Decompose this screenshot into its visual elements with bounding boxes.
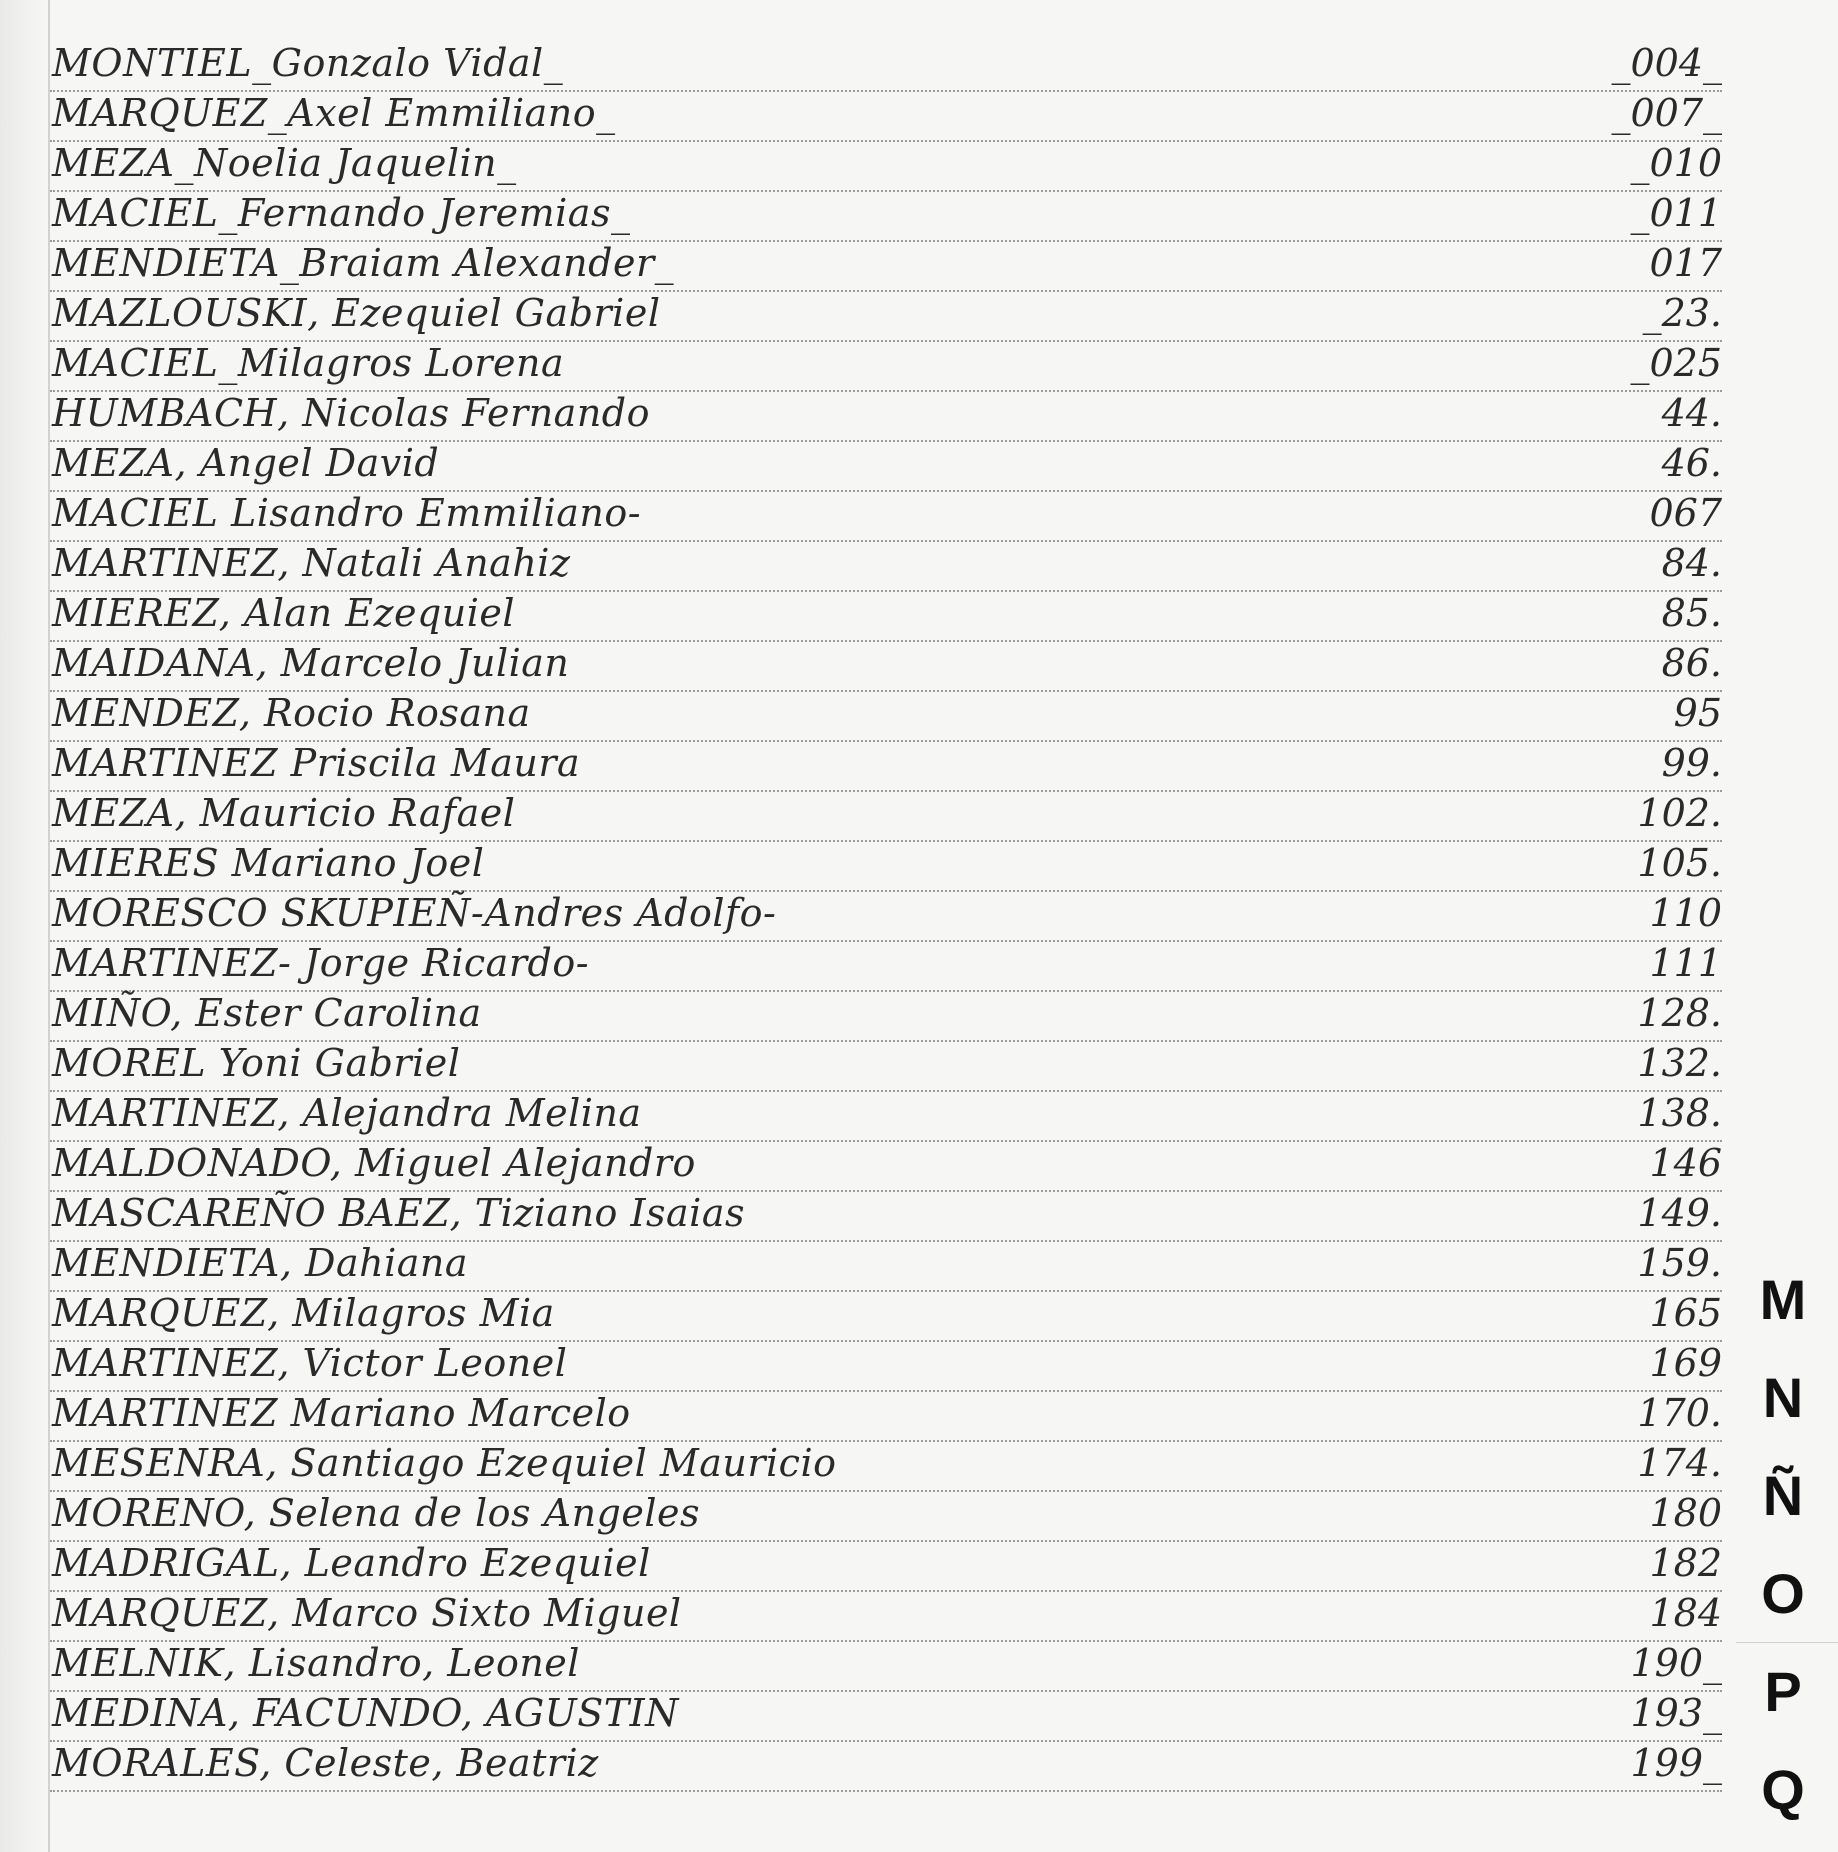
entry-name: MORALES, Celeste, Beatriz <box>52 1741 599 1785</box>
index-tab-m[interactable] <box>1728 1250 1838 1348</box>
list-item <box>50 342 1722 392</box>
entry-name: MESENRA, Santiago Ezequiel Mauricio <box>52 1441 837 1485</box>
entry-number: 95 <box>1673 691 1722 735</box>
entry-number: 149. <box>1637 1191 1722 1235</box>
entry-number: 85. <box>1661 591 1722 635</box>
entry-number: 017 <box>1649 241 1722 285</box>
alphabet-index <box>1728 1250 1838 1838</box>
entry-name: MARQUEZ_Axel Emmiliano_ <box>52 91 616 135</box>
entry-number: 111 <box>1649 941 1722 985</box>
entry-name: MEZA_Noelia Jaquelin_ <box>52 141 517 185</box>
entry-name: MARTINEZ, Natali Anahiz <box>52 541 571 585</box>
list-item <box>50 1292 1722 1342</box>
entry-name: MONTIEL_Gonzalo Vidal_ <box>52 41 564 85</box>
entry-name: MENDIETA, Dahiana <box>52 1241 469 1285</box>
entry-number: 184 <box>1649 1591 1722 1635</box>
entry-name: MAZLOUSKI, Ezequiel Gabriel <box>52 291 661 335</box>
entry-number: 99. <box>1661 741 1722 785</box>
entry-name: MARTINEZ- Jorge Ricardo- <box>52 941 590 985</box>
entry-number: 132. <box>1637 1041 1722 1085</box>
entry-name: MOREL Yoni Gabriel <box>52 1041 461 1085</box>
tab-divider <box>1736 1642 1838 1643</box>
list-item <box>50 1242 1722 1292</box>
list-item <box>50 1192 1722 1242</box>
list-item <box>50 1542 1722 1592</box>
entry-number: 46. <box>1661 441 1722 485</box>
entry-number: _025 <box>1630 341 1722 385</box>
list-item <box>50 1492 1722 1542</box>
list-item <box>50 1642 1722 1692</box>
list-item <box>50 642 1722 692</box>
entry-name: MELNIK, Lisandro, Leonel <box>52 1641 580 1685</box>
entry-name: MARTINEZ Priscila Maura <box>52 741 581 785</box>
entry-name: HUMBACH, Nicolas Fernando <box>52 391 651 435</box>
entry-number: 174. <box>1637 1441 1722 1485</box>
list-item <box>50 92 1722 142</box>
entry-name: MORESCO SKUPIEÑ-Andres Adolfo- <box>52 891 777 935</box>
index-tab-label: Q <box>1761 1757 1805 1821</box>
entry-number: 146 <box>1649 1141 1722 1185</box>
entry-number: 180 <box>1649 1491 1722 1535</box>
entry-number: _004_ <box>1611 41 1722 85</box>
entry-number: 067 <box>1649 491 1722 535</box>
entry-number: 84. <box>1661 541 1722 585</box>
entry-name: MENDIETA_Braiam Alexander_ <box>52 241 675 285</box>
entry-name: MADRIGAL, Leandro Ezequiel <box>52 1541 651 1585</box>
entry-number: _23. <box>1642 291 1722 335</box>
entry-number: _010 <box>1630 141 1722 185</box>
list-item <box>50 192 1722 242</box>
list-item <box>50 1092 1722 1142</box>
entry-number: 190_ <box>1630 1641 1722 1685</box>
entry-name: MACIEL_Fernando Jeremias_ <box>52 191 631 235</box>
list-item <box>50 892 1722 942</box>
page-left-edge <box>0 0 48 1852</box>
index-tab-label: O <box>1761 1561 1805 1625</box>
list-item <box>50 142 1722 192</box>
list-item <box>50 792 1722 842</box>
entry-number: 199_ <box>1630 1741 1722 1785</box>
entry-name: MACIEL Lisandro Emmiliano- <box>52 491 642 535</box>
entry-number: 182 <box>1649 1541 1722 1585</box>
list-item <box>50 1042 1722 1092</box>
entry-number: 159. <box>1637 1241 1722 1285</box>
entry-number: 165 <box>1649 1291 1722 1335</box>
entry-number: 170. <box>1637 1391 1722 1435</box>
list-item <box>50 392 1722 442</box>
entry-number: 86. <box>1661 641 1722 685</box>
list-item <box>50 1692 1722 1742</box>
index-tab-label: Ñ <box>1762 1463 1804 1527</box>
list-item <box>50 542 1722 592</box>
entry-name: MORENO, Selena de los Angeles <box>52 1491 700 1535</box>
entry-name: MEDINA, FACUNDO, AGUSTIN <box>52 1691 679 1735</box>
list-item <box>50 292 1722 342</box>
index-tab-label: M <box>1759 1267 1807 1331</box>
entry-name: MENDEZ, Rocio Rosana <box>52 691 531 735</box>
list-item <box>50 942 1722 992</box>
entry-name: MIEREZ, Alan Ezequiel <box>52 591 516 635</box>
index-tab-n[interactable] <box>1728 1348 1838 1446</box>
entry-number: 102. <box>1637 791 1722 835</box>
entry-name: MEZA, Mauricio Rafael <box>52 791 516 835</box>
list-item <box>50 592 1722 642</box>
entry-name: MARQUEZ, Milagros Mia <box>52 1291 555 1335</box>
entry-number: 169 <box>1649 1341 1722 1385</box>
list-item <box>50 992 1722 1042</box>
entry-number: _007_ <box>1611 91 1722 135</box>
list-item <box>50 692 1722 742</box>
index-tab-enie[interactable] <box>1728 1446 1838 1544</box>
entry-number: _011 <box>1630 191 1722 235</box>
index-tab-label: P <box>1764 1659 1802 1723</box>
list-item <box>50 442 1722 492</box>
list-item <box>50 1442 1722 1492</box>
entry-list <box>50 0 1722 1852</box>
entry-name: MAIDANA, Marcelo Julian <box>52 641 570 685</box>
list-item <box>50 1342 1722 1392</box>
list-item <box>50 842 1722 892</box>
index-tab-p[interactable] <box>1728 1642 1838 1740</box>
index-tab-q[interactable] <box>1728 1740 1838 1838</box>
list-item <box>50 242 1722 292</box>
index-tab-label: N <box>1762 1365 1804 1429</box>
entry-name: MARTINEZ Mariano Marcelo <box>52 1391 631 1435</box>
list-item <box>50 42 1722 92</box>
list-item <box>50 1742 1722 1792</box>
entry-number: 105. <box>1637 841 1722 885</box>
entry-name: MEZA, Angel David <box>52 441 440 485</box>
list-item <box>50 1392 1722 1442</box>
entry-number: 138. <box>1637 1091 1722 1135</box>
entry-number: 128. <box>1637 991 1722 1035</box>
entry-name: MALDONADO, Miguel Alejandro <box>52 1141 696 1185</box>
entry-number: 44. <box>1661 391 1722 435</box>
list-item <box>50 742 1722 792</box>
entry-name: MASCAREÑO BAEZ, Tiziano Isaias <box>52 1191 745 1235</box>
list-item <box>50 1142 1722 1192</box>
entry-number: 110 <box>1649 891 1722 935</box>
list-item <box>50 1592 1722 1642</box>
entry-number: 193_ <box>1630 1691 1722 1735</box>
entry-name: MARTINEZ, Victor Leonel <box>52 1341 568 1385</box>
entry-name: MIERES Mariano Joel <box>52 841 485 885</box>
entry-name: MACIEL_Milagros Lorena <box>52 341 565 385</box>
index-tab-o[interactable] <box>1728 1544 1838 1642</box>
entry-name: MARTINEZ, Alejandra Melina <box>52 1091 642 1135</box>
entry-name: MARQUEZ, Marco Sixto Miguel <box>52 1591 682 1635</box>
list-item <box>50 492 1722 542</box>
entry-name: MIÑO, Ester Carolina <box>52 991 482 1035</box>
